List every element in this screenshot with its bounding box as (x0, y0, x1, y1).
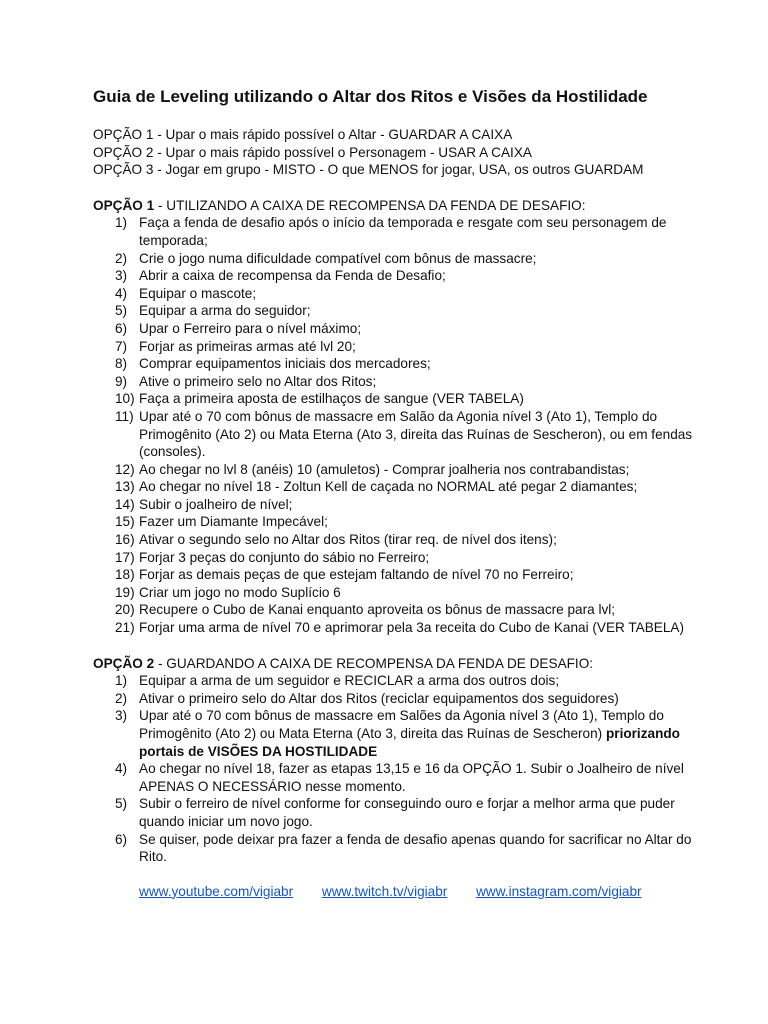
list-item-text: Ao chegar no nível 18 - Zoltun Kell de caçada no NORMAL até pegar 2 diamantes; (139, 479, 638, 495)
list-item-text: Se quiser, pode deixar pra fazer a fenda de desafio apenas quando for sacrificar no Altar do Rito. (139, 831, 692, 865)
option-1-summary: OPÇÃO 1 - Upar o mais rápido possível o Altar - GUARDAR A CAIXA (93, 127, 513, 142)
twitch-link[interactable]: www.twitch.tv/vigiabr (321, 883, 448, 899)
list-item-text: Subir o ferreiro de nível conforme for conseguindo ouro e forjar a melhor arma que puder quando iniciar um novo jogo. (139, 796, 675, 829)
list-item-text: Ativar o segundo selo no Altar dos Ritos (tirar req. de nível dos itens); (139, 532, 557, 548)
list-item-text: Equipar a arma de um seguidor e RECICLAR a arma dos outros dois; (139, 673, 560, 689)
list-item-number: 9) (115, 373, 128, 389)
list-item (93, 672, 693, 690)
list-item-text: Forjar uma arma de nível 70 e aprimorar pela 3a receita do Cubo de Kanai (VER TABELA) (139, 620, 685, 636)
list-item (93, 267, 693, 285)
list-item-number: 12) (115, 461, 135, 477)
list-item-number: 5) (115, 303, 128, 319)
list-item-text: Recupere o Cubo de Kanai enquanto aproveita os bônus de massacre para lvl; (139, 602, 616, 618)
list-item-text: Upar o Ferreiro para o nível máximo; (139, 320, 362, 336)
list-item-text: Ative o primeiro selo no Altar dos Ritos; (139, 373, 377, 389)
list-item (93, 531, 693, 549)
list-item-text: Criar um jogo no modo Suplício 6 (139, 584, 341, 600)
list-item (93, 373, 693, 391)
list-item (93, 795, 693, 830)
list-item-number: 8) (115, 356, 128, 372)
list-item-number: 2) (115, 690, 128, 706)
list-item (93, 461, 693, 479)
list-item (93, 831, 693, 866)
list-item (93, 549, 693, 567)
option-2-summary: OPÇÃO 2 - Upar o mais rápido possível o Personagem - USAR A CAIXA (93, 144, 532, 160)
social-links (93, 883, 693, 901)
list-item-number: 4) (115, 285, 128, 301)
list-item (93, 250, 693, 268)
list-item-text: Faça a fenda de desafio após o início da temporada e resgate com seu personagem de temporada; (139, 215, 667, 248)
youtube-link[interactable]: www.youtube.com/vigiabr (139, 883, 294, 899)
list-item (93, 390, 693, 408)
list-item (93, 584, 693, 602)
list-item-text: Equipar o mascote; (139, 285, 257, 301)
list-item (93, 408, 693, 461)
section-2-heading-text: - GUARDANDO A CAIXA DE RECOMPENSA DA FENDA DE DESAFIO: (154, 655, 594, 671)
section-2-heading (93, 655, 693, 673)
list-item-text: Forjar as primeiras armas até lvl 20; (139, 338, 356, 354)
list-item (93, 355, 693, 373)
list-item-number: 21) (115, 620, 135, 636)
list-item-number: 14) (115, 496, 135, 512)
list-item-number: 2) (115, 250, 128, 266)
list-item-text: Ao chegar no nível 18, fazer as etapas 13,15 e 16 da OPÇÃO 1. Subir o Joalheiro de nível APENAS O NECESSÁRIO nesse momento. (139, 761, 684, 794)
list-item-number: 4) (115, 761, 128, 777)
list-item-text: Abrir a caixa de recompensa da Fenda de Desafio; (139, 268, 446, 284)
options-summary (93, 126, 693, 179)
list-item (93, 513, 693, 531)
list-item-number: 16) (115, 532, 135, 548)
list-item-text: Upar até o 70 com bônus de massacre em Salões da Agonia nível 3 (Ato 1), Templo do Primogênito (Ato 2) ou Mata Eterna (Ato 3, direita das Ruínas de Sescheron) (139, 708, 664, 741)
list-item (93, 619, 693, 637)
list-item-number: 6) (115, 320, 128, 336)
list-item-text: Faça a primeira aposta de estilhaços de sangue (VER TABELA) (139, 391, 524, 407)
option-3-summary: OPÇÃO 3 - Jogar em grupo - MISTO - O que MENOS for jogar, USA, os outros GUARDAM (93, 162, 644, 178)
list-item-number: 18) (115, 567, 135, 583)
list-item (93, 214, 693, 249)
list-item-number: 13) (115, 479, 135, 495)
list-item-text: Subir o joalheiro de nível; (139, 496, 293, 512)
list-item-text: Forjar as demais peças de que estejam faltando de nível 70 no Ferreiro; (139, 567, 574, 583)
section-1-steps (93, 214, 693, 636)
list-item-number: 3) (115, 708, 128, 724)
section-2-steps (93, 672, 693, 866)
list-item-number: 1) (115, 673, 128, 689)
list-item-number: 19) (115, 584, 135, 600)
list-item-text: Upar até o 70 com bônus de massacre em Salão da Agonia nível 3 (Ato 1), Templo do Primogênito (Ato 2) ou Mata Eterna (Ato 3, direita das Ruínas de Sescheron), ou em fendas (consoles). (139, 408, 693, 460)
list-item (93, 601, 693, 619)
list-item-emphasis: priorizando portais de VISÕES DA HOSTILIDADE (139, 726, 680, 759)
section-1-heading (93, 197, 693, 215)
list-item-text: Comprar equipamentos iniciais dos mercadores; (139, 356, 431, 372)
list-item (93, 566, 693, 584)
list-item (93, 478, 693, 496)
list-item (93, 338, 693, 356)
document-page (93, 86, 693, 900)
list-item (93, 320, 693, 338)
list-item (93, 690, 693, 708)
list-item-number: 11) (115, 408, 134, 424)
list-item-number: 1) (115, 215, 128, 231)
list-item-text: Ativar o primeiro selo do Altar dos Ritos (reciclar equipamentos dos seguidores) (139, 690, 619, 706)
list-item (93, 285, 693, 303)
list-item (93, 707, 693, 760)
list-item-number: 5) (115, 796, 128, 812)
list-item (93, 496, 693, 514)
list-item-number: 17) (115, 549, 135, 565)
list-item-text: Forjar 3 peças do conjunto do sábio no Ferreiro; (139, 549, 430, 565)
instagram-link[interactable]: www.instagram.com/vigiabr (476, 883, 642, 899)
list-item-number: 20) (115, 602, 135, 618)
section-1-label: OPÇÃO 1 (93, 197, 155, 213)
section-1-heading-text: - UTILIZANDO A CAIXA DE RECOMPENSA DA FENDA DE DESAFIO: (154, 197, 586, 213)
section-option-2 (93, 655, 693, 866)
list-item (93, 760, 693, 795)
list-item-number: 3) (115, 268, 128, 284)
list-item-number: 10) (115, 391, 135, 407)
list-item-text: Fazer um Diamante Impecável; (139, 514, 328, 530)
list-item-number: 6) (115, 831, 128, 847)
section-2-label: OPÇÃO 2 (93, 655, 155, 671)
list-item-number: 15) (115, 514, 135, 530)
list-item (93, 302, 693, 320)
document-title: Guia de Leveling utilizando o Altar dos Ritos e Visões da Hostilidade (93, 87, 648, 106)
list-item-number: 7) (115, 338, 128, 354)
list-item-text: Equipar a arma do seguidor; (139, 303, 311, 319)
list-item-text: Crie o jogo numa dificuldade compatível com bônus de massacre; (139, 250, 537, 266)
section-option-1 (93, 197, 693, 637)
list-item-text: Ao chegar no lvl 8 (anéis) 10 (amuletos) - Comprar joalheria nos contrabandistas; (139, 461, 630, 477)
